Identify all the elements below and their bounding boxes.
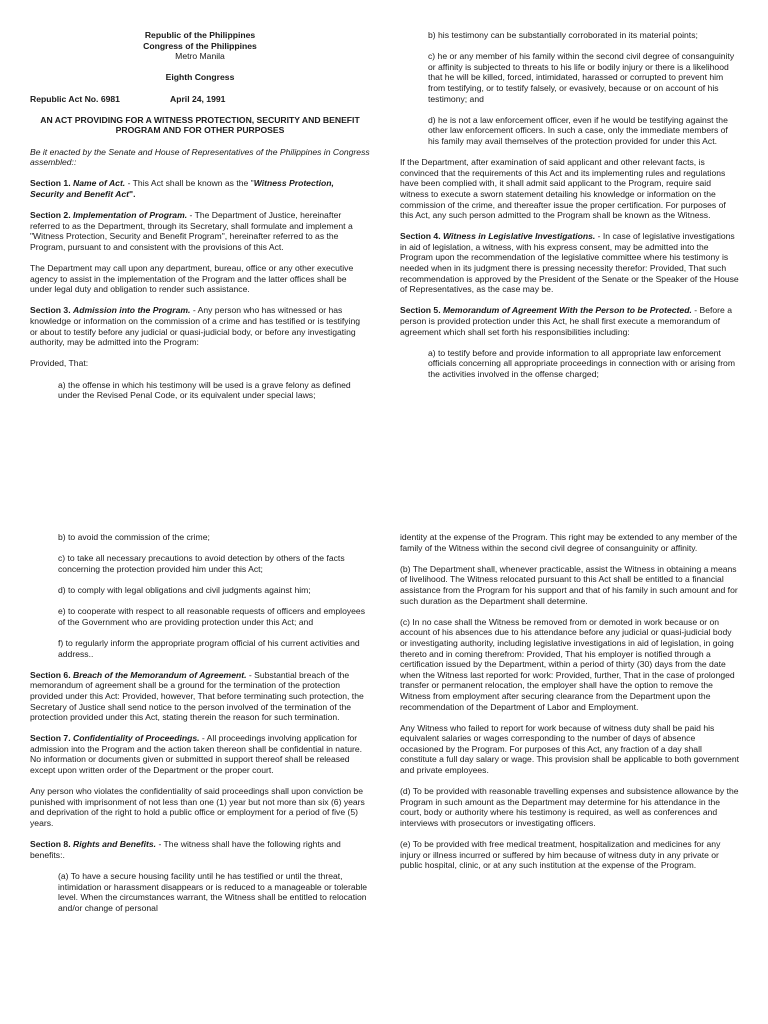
section-title: Confidentiality of Proceedings. [72,733,200,744]
section-text: - All proceedings involving application for admission into the Program and the action taken thereon shall be confidential in nature. No information or documents given or submitted in support thereof shall be released except upon written order of the Department or the proper court. [30,733,363,776]
section-title: Rights and Benefits. [72,839,157,850]
country-heading: Republic of the Philippines [144,30,256,40]
section-text: - The Department of Justice, hereinafter referred to as the Department, through its Secretary, shall formulate and implement a "Witness Protection, Security and Benefit Program", hereinafter referred to as the Program, pursuant to and consistent with the provisions of this Act. [30,210,353,252]
section-title: Admission into the Program. [72,305,191,316]
list-item-8d: (d) To be provided with reasonable travelling expenses and subsistence allowance by the Program in such amount as the Department may determine for his attendance in the court, body or authority where his testimony is required, as well as conferences and interviews with prosecutors or investigating officers. [400,786,739,829]
act-title: AN ACT PROVIDING FOR A WITNESS PROTECTION, SECURITY AND BENEFIT PROGRAM AND FOR OTHER PURPOSES [40,114,360,136]
act-number-line [30,94,370,105]
section-title: Memorandum of Agreement With the Person to be Protected. [442,305,692,316]
section-label: Section 3. [30,305,71,316]
section-2-paragraph: The Department may call upon any department, bureau, office or any other executive agency to assist in the implementation of the Program and the latter offices shall be under legal duty and obligation to render such assistance. [30,263,354,295]
section-title: Implementation of Program. [72,210,188,221]
list-item-c: c) he or any member of his family within the second civil degree of consanguinity or affinity is subjected to threats to his life or bodily injury or there is a likelihood that he will be killed, forced, intimidated, harassed or corrupted to prevent him from testifying, or to testify falsely, or evasively, because or on account of his testimony; and [428,51,735,104]
list-item-c: c) to take all necessary precautions to avoid detection by others of the facts concerning the protection provided him under this Act; [58,553,345,574]
act-number: Republic Act No. 6981 [30,93,120,104]
list-item-a: a) the offense in which his testimony will be used is a grave felony as defined under the Revised Penal Code, or its equivalent under special laws; [58,379,351,401]
section-2 [30,210,370,252]
list-item-d: d) he is not a law enforcement officer, even if he would be testifying against the other law enforcement officers. In such a case, only the immediate members of his family may avail themselves of the protection provided for under this Act. [428,114,728,146]
list-item-a: a) to testify before and provide information to all appropriate law enforcement officials concerning all appropriate proceedings in connection with or arising from the activities involved in the offense charged; [428,347,735,379]
absence-pay-paragraph: Any Witness who failed to report for work because of witness duty shall be paid his equivalent salaries or wages corresponding to the number of days of absence occasioned by the Program. For purposes of this Act, any fraction of a day shall constitute a full day salary or wage. This provision shall be applicable to both government and private employees. [400,722,740,776]
section-text: - Substantial breach of the memorandum of agreement shall be a ground for the termination of the protection provided under this Act: Provided, however, That before terminating such protection, the Secretary of Justice shall send notice to the person involved of the termination of the protection provided under this Act, stating therein the reason for such termination. [30,669,364,723]
city-heading: Metro Manila [175,51,225,62]
session-heading: Eighth Congress [165,72,235,83]
bottom-left-column [30,532,370,924]
section-7 [30,733,370,775]
section-4 [400,231,740,295]
enacting-clause: Be it enacted by the Senate and House of Representatives of the Philippines in Congress assembled:: [30,146,370,168]
section-7-paragraph: Any person who violates the confidentiality of said proceedings shall upon conviction be punished with imprisonment of not less than one (1) year but not more than six (6) years and deprivation of the right to hold a public office or employment for a period of five (5) years. [30,786,365,829]
section-text: - The witness shall have the following rights and benefits:. [30,839,341,860]
act-date: April 24, 1991 [170,93,226,104]
top-left-column [30,30,370,411]
list-item-b: b) to avoid the commission of the crime; [58,532,210,542]
section-text: - This Act shall be known as the " [125,178,254,189]
admission-paragraph: If the Department, after examination of said applicant and other relevant facts, is convinced that the requirements of this Act and its implementing rules and regulations have been complied with, it shall admit said applicant to the Program, require said witness to execute a sworn statement detailing his knowledge or information on the commission of the crime, and thereafter issue the proper certification. For purposes of this Act, any such person admitted to the Program shall be known as the Witness. [400,157,726,221]
list-item-8a: (a) To have a secure housing facility until he has testified or until the threat, intimidation or harassment disappears or is reduced to a manageable or tolerable level. When the circumstances warrant, the Witness shall be entitled to relocation and/or change of personal [58,871,368,913]
section-text: - Any person who has witnessed or has knowledge or information on the commission of a crime and has testified or is testifying or about to testify before any judicial or quasi-judicial body, or before any investigating authority, may be admitted into the Program: [30,305,361,348]
list-item-8e: (e) To be provided with free medical treatment, hospitalization and medicines for any injury or illness incurred or suffered by him because of witness duty in any private or public hospital, clinic, or at any such institution at the expense of the Program. [400,839,721,871]
section-label: Section 5. [400,305,441,316]
section-title: Name of Act. [72,178,126,189]
section-5 [400,305,740,337]
section-label: Section 1. [30,178,71,189]
section-label: Section 8. [30,839,71,850]
page-bottom-half [0,512,768,1024]
section-3 [30,305,370,347]
list-item-d: d) to comply with legal obligations and civil judgments against him; [58,584,311,595]
list-item-8c: (c) In no case shall the Witness be removed from or demoted in work because or on account of his absences due to his attendance before any judicial or quasi-judicial body or investigating authority, including legislative investigations in aid of legislation, in going thereto and in coming therefrom: Provided, That his employer is notified through a certification issued by the Department, within a period of thirty (30) days from the date when the Witness last reported for work: Provided, further, That in the case of prolonged transfer or permanent relocation, the employer shall have the option to remove the Witness from employment after securing clearance from the Department upon the recommendation of the Department of Labor and Employment. [400,616,735,712]
list-item-e: e) to cooperate with respect to all reasonable requests of officers and employees of the Government who are providing protection under this Act; and [58,606,366,627]
list-item-b: b) his testimony can be substantially corroborated in its material points; [428,30,698,40]
section-8 [30,839,370,860]
continued-paragraph: identity at the expense of the Program. This right may be extended to any member of the family of the Witness within the second civil degree of consanguinity or affinity. [400,532,738,553]
congress-heading: Congress of the Philippines [143,40,257,51]
section-end: ". [129,188,136,199]
list-item-8b: (b) The Department shall, whenever practicable, assist the Witness in obtaining a means of livelihood. The Witness relocated pursuant to this Act shall be entitled to a financial assistance from the Program for his support and that of his family in such amount and for such duration as the Department shall determine. [400,563,738,606]
section-label: Section 4. [400,231,441,242]
provided-that: Provided, That: [30,358,89,369]
short-title-quote: Witness Protection, Security and Benefit Act [30,178,334,199]
top-right-column [400,30,740,390]
section-text: - In case of legislative investigations in aid of legislation, a witness, with his express consent, may be admitted into the Program upon the recommendation of the legislative committee where his testimony is needed when in its judgment there is pressing necessity therefor: Provided, That such recommendation is approved by the President of the Senate or the Speaker of the House of Representatives, as the case may be. [400,231,739,295]
list-item-f: f) to regularly inform the appropriate program official of his current activities and address.. [58,637,360,659]
section-text: - Before a person is provided protection under this Act, he shall first execute a memorandum of agreement which shall set forth his responsibilities including: [400,305,732,337]
section-label: Section 6. [30,669,71,680]
section-6 [30,670,370,723]
section-label: Section 7. [30,733,71,744]
section-title: Witness in Legislative Investigations. [442,231,596,242]
bottom-right-column [400,532,740,882]
section-label: Section 2. [30,210,71,221]
section-title: Breach of the Memorandum of Agreement. [72,669,247,680]
section-1 [30,178,370,199]
